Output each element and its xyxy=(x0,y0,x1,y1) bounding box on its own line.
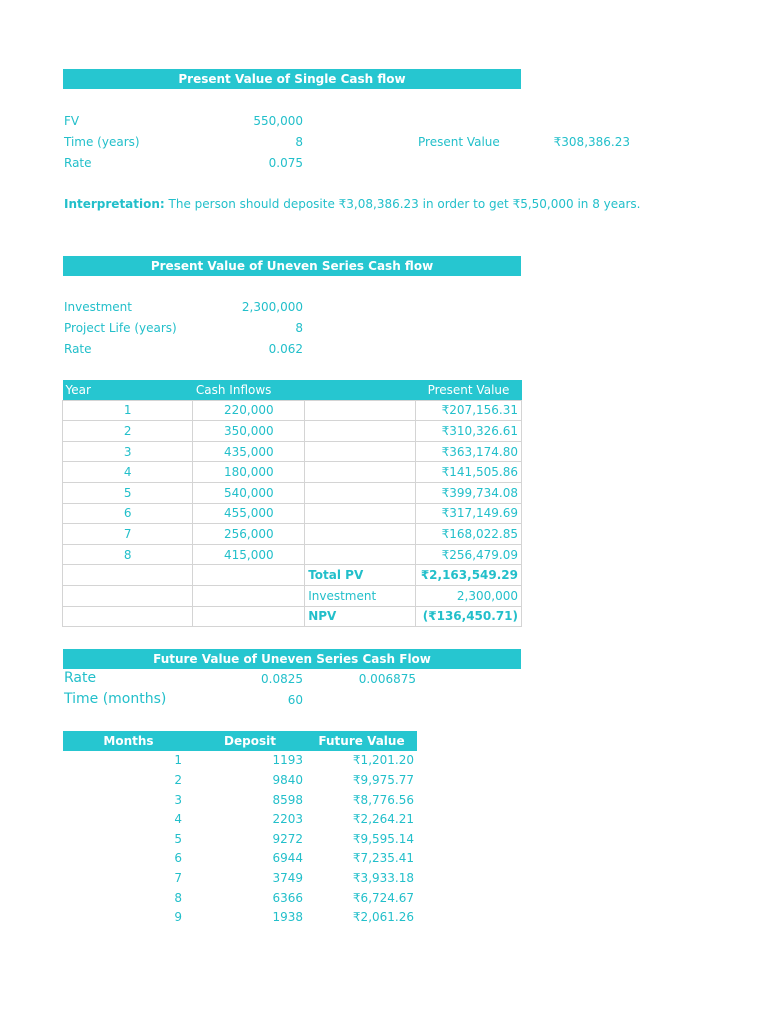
cash-inflow-cell: 180,000 xyxy=(193,462,305,483)
investment-value: 2,300,000 xyxy=(241,300,303,314)
pv-table-row xyxy=(63,421,522,442)
pv-table-row xyxy=(63,441,522,462)
month-cell: 6 xyxy=(174,851,182,866)
empty-cell xyxy=(305,524,416,545)
deposit-cell: 9272 xyxy=(272,831,303,846)
present-value-cell: ₹141,505.86 xyxy=(416,462,522,483)
year-cell: 5 xyxy=(63,482,193,503)
year-cell: 2 xyxy=(63,421,193,442)
month-cell: 4 xyxy=(174,812,182,827)
rate-value: 0.075 xyxy=(268,156,303,170)
pv-table-row xyxy=(63,462,522,483)
investment-row xyxy=(63,585,522,606)
deposit-cell: 6366 xyxy=(272,890,303,905)
fv-label: FV xyxy=(64,114,80,128)
time-label: Time (years) xyxy=(64,135,140,149)
year-cell: 8 xyxy=(63,544,193,565)
present-value-cell: ₹256,479.09 xyxy=(416,544,522,565)
npv-row xyxy=(63,606,522,627)
npv-label: NPV xyxy=(305,606,416,627)
header-deposit: Deposit xyxy=(194,731,306,751)
monthly-rate-value: 0.006875 xyxy=(358,672,416,686)
future-value-cell: ₹3,933.18 xyxy=(352,870,414,885)
fv-table-row xyxy=(63,888,417,908)
year-cell: 3 xyxy=(63,441,193,462)
month-cell: 7 xyxy=(174,870,182,885)
cash-inflow-cell: 220,000 xyxy=(193,400,305,421)
total-pv-row xyxy=(63,565,522,586)
pv-table-row xyxy=(63,482,522,503)
section2-title: Present Value of Uneven Series Cash flow xyxy=(63,256,521,276)
future-value-cell: ₹1,201.20 xyxy=(352,753,414,768)
future-value-cell: ₹9,975.77 xyxy=(352,772,414,787)
cash-inflow-cell: 350,000 xyxy=(193,421,305,442)
rate2-value: 0.062 xyxy=(268,342,303,356)
month-cell: 3 xyxy=(174,792,182,807)
future-value-cell: ₹2,264.21 xyxy=(352,812,414,827)
year-cell: 6 xyxy=(63,503,193,524)
fv-table xyxy=(63,731,417,927)
time-months-value: 60 xyxy=(287,693,303,707)
present-value-label: Present Value xyxy=(418,135,500,149)
interpretation xyxy=(64,197,641,211)
total-pv-label: Total PV xyxy=(305,565,416,586)
cash-inflow-cell: 455,000 xyxy=(193,503,305,524)
fv-table-row xyxy=(63,907,417,927)
month-cell: 5 xyxy=(174,831,182,846)
deposit-cell: 8598 xyxy=(272,792,303,807)
header-months: Months xyxy=(63,731,194,751)
empty-cell xyxy=(305,544,416,565)
pv-table-row xyxy=(63,544,522,565)
pv-table-row xyxy=(63,524,522,545)
investment-row-label: Investment xyxy=(305,585,416,606)
header-present-value: Present Value xyxy=(416,380,522,400)
present-value-cell: ₹207,156.31 xyxy=(416,400,522,421)
month-cell: 8 xyxy=(174,890,182,905)
interpretation-label: Interpretation: xyxy=(64,197,165,211)
empty-cell xyxy=(305,503,416,524)
future-value-cell: ₹9,595.14 xyxy=(352,831,414,846)
year-cell: 4 xyxy=(63,462,193,483)
present-value-cell: ₹310,326.61 xyxy=(416,421,522,442)
pv-table-header xyxy=(63,380,522,400)
fv-table-row xyxy=(63,868,417,888)
deposit-cell: 6944 xyxy=(272,851,303,866)
deposit-cell: 1938 xyxy=(272,910,303,925)
fv-table-row xyxy=(63,809,417,829)
empty-cell xyxy=(305,462,416,483)
fv-table-row xyxy=(63,849,417,869)
investment-label: Investment xyxy=(64,300,132,314)
month-cell: 1 xyxy=(174,753,182,768)
present-value-result: ₹308,386.23 xyxy=(553,135,630,149)
fv-table-row xyxy=(63,751,417,771)
fv-table-row xyxy=(63,770,417,790)
rate3-label: Rate xyxy=(64,670,97,686)
pv-table-row xyxy=(63,400,522,421)
future-value-cell: ₹7,235.41 xyxy=(352,851,414,866)
rate2-label: Rate xyxy=(64,342,92,356)
empty-cell xyxy=(305,482,416,503)
header-year: Year xyxy=(63,380,193,400)
section1-title: Present Value of Single Cash flow xyxy=(63,69,521,89)
deposit-cell: 3749 xyxy=(272,870,303,885)
month-cell: 9 xyxy=(174,910,182,925)
year-cell: 1 xyxy=(63,400,193,421)
year-cell: 7 xyxy=(63,524,193,545)
cash-inflow-cell: 540,000 xyxy=(193,482,305,503)
present-value-cell: ₹363,174.80 xyxy=(416,441,522,462)
investment-row-value: 2,300,000 xyxy=(416,585,522,606)
future-value-cell: ₹2,061.26 xyxy=(352,910,414,925)
present-value-cell: ₹168,022.85 xyxy=(416,524,522,545)
npv-value: (₹136,450.71) xyxy=(416,606,522,627)
project-life-label: Project Life (years) xyxy=(64,321,177,335)
pv-table-row xyxy=(63,503,522,524)
cash-inflow-cell: 415,000 xyxy=(193,544,305,565)
rate-label: Rate xyxy=(64,156,92,170)
fv-table-row xyxy=(63,790,417,810)
deposit-cell: 9840 xyxy=(272,772,303,787)
cash-inflow-cell: 256,000 xyxy=(193,524,305,545)
deposit-cell: 2203 xyxy=(272,812,303,827)
empty-cell xyxy=(305,421,416,442)
interpretation-text: The person should deposite ₹3,08,386.23 in order to get ₹5,50,000 in 8 years. xyxy=(168,197,641,211)
month-cell: 2 xyxy=(174,772,182,787)
fv-table-row xyxy=(63,829,417,849)
section3-title: Future Value of Uneven Series Cash Flow xyxy=(63,649,521,669)
time-months-label: Time (months) xyxy=(64,691,167,707)
total-pv-value: ₹2,163,549.29 xyxy=(416,565,522,586)
header-cash-inflows: Cash Inflows xyxy=(193,380,305,400)
cash-inflow-cell: 435,000 xyxy=(193,441,305,462)
present-value-cell: ₹317,149.69 xyxy=(416,503,522,524)
pv-table xyxy=(62,380,522,627)
future-value-cell: ₹8,776.56 xyxy=(352,792,414,807)
header-future-value: Future Value xyxy=(306,731,417,751)
future-value-cell: ₹6,724.67 xyxy=(352,890,414,905)
rate3-value: 0.0825 xyxy=(261,672,303,686)
project-life-value: 8 xyxy=(295,321,303,335)
present-value-cell: ₹399,734.08 xyxy=(416,482,522,503)
fv-value: 550,000 xyxy=(253,114,303,128)
empty-cell xyxy=(305,400,416,421)
empty-cell xyxy=(305,441,416,462)
time-value: 8 xyxy=(295,135,303,149)
deposit-cell: 1193 xyxy=(272,753,303,768)
